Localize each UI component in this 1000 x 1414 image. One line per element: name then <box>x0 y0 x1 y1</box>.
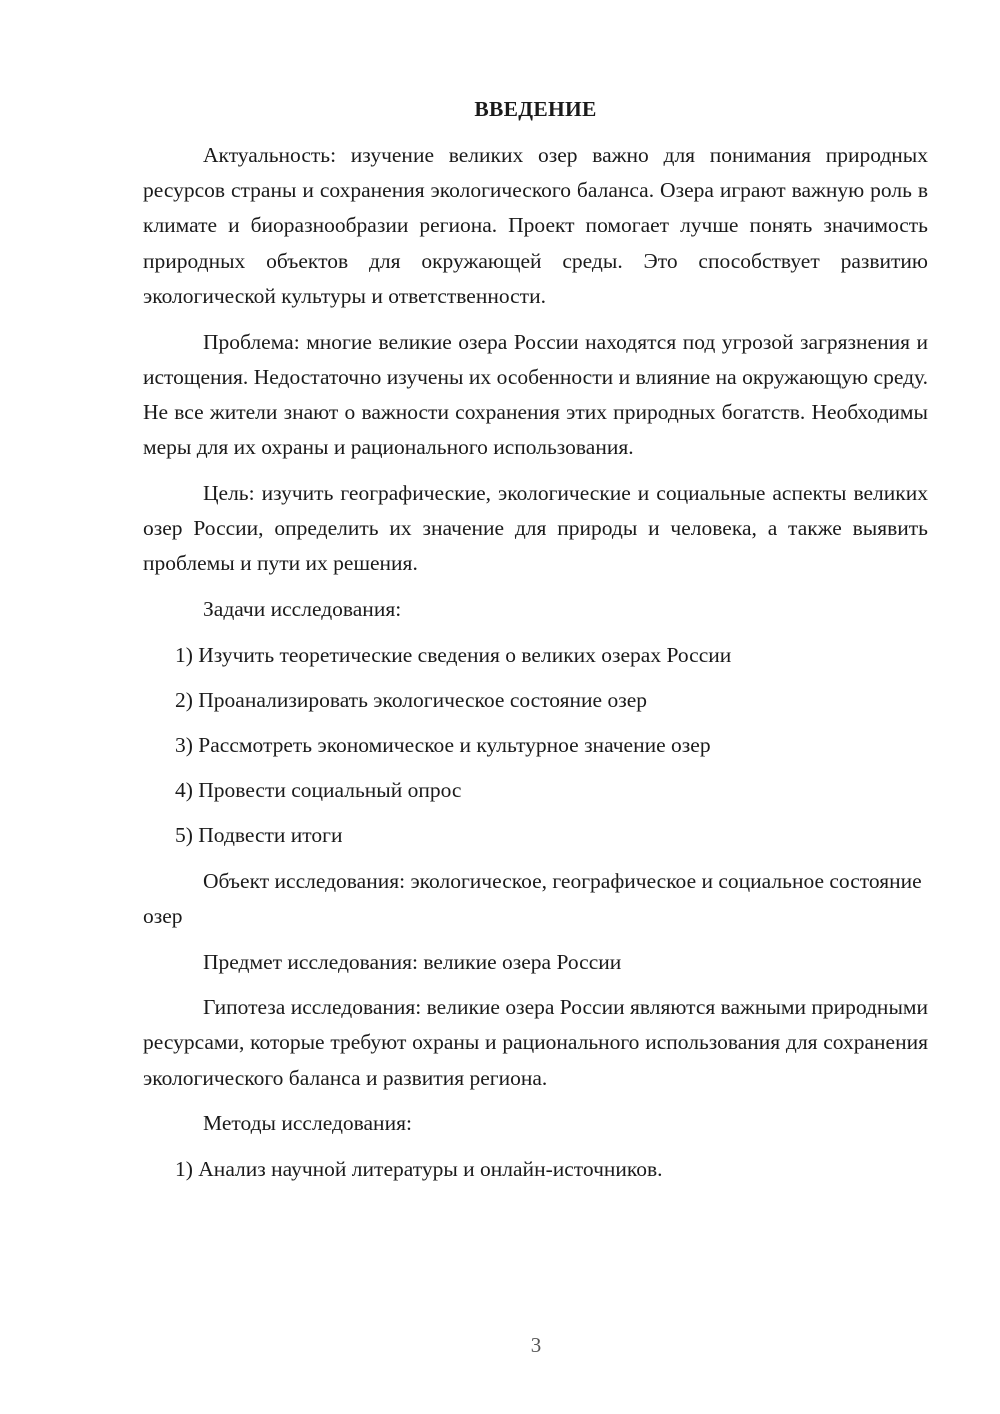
hypothesis-paragraph: Гипотеза исследования: великие озера России являются важными природными ресурсами, которые требуют охраны и рационального использования для сохранения экологического баланса и развития региона. <box>143 995 928 1090</box>
methods-title: Методы исследования: <box>203 1111 412 1136</box>
subject-paragraph: Предмет исследования: великие озера России <box>203 949 622 974</box>
section-heading: ВВЕДЕНИЕ <box>474 97 597 121</box>
goal-paragraph: Цель: изучить географические, экологические и социальные аспекты великих озер России, определить их значение для природы и человека, а также выявить проблемы и пути их решения. <box>143 480 928 576</box>
task-item-3: 3) Рассмотреть экономическое и культурное значение озер <box>175 733 711 758</box>
tasks-title: Задачи исследования: <box>203 596 402 621</box>
relevance-paragraph: Актуальность: изучение великих озер важно для понимания природных ресурсов страны и сохранения экологического баланса. Озера играют важную роль в климате и биоразнообразии региона. Проект помогает лучше понять значимость природных объектов для окружающей среды. Это способствует развитию экологической культуры и ответственности. <box>143 143 928 308</box>
page-number: 3 <box>530 1333 542 1357</box>
object-paragraph: Объект исследования: экологическое, географическое и социальное состояние озер <box>143 868 922 928</box>
task-item-1: 1) Изучить теоретические сведения о великих озерах России <box>175 642 732 667</box>
task-item-4: 4) Провести социальный опрос <box>175 778 462 803</box>
problem-paragraph: Проблема: многие великие озера России находятся под угрозой загрязнения и истощения. Недостаточно изучены их особенности и влияние на окружающую среду. Не все жители знают о важности сохранения этих природных богатств. Необходимы меры для их охраны и рационального использования. <box>143 329 928 460</box>
task-item-5: 5) Подвести итоги <box>175 823 343 848</box>
method-item-1: 1) Анализ научной литературы и онлайн-источников. <box>175 1157 663 1182</box>
task-item-2: 2) Проанализировать экологическое состояние озер <box>175 687 648 712</box>
document-page <box>143 92 928 1197</box>
